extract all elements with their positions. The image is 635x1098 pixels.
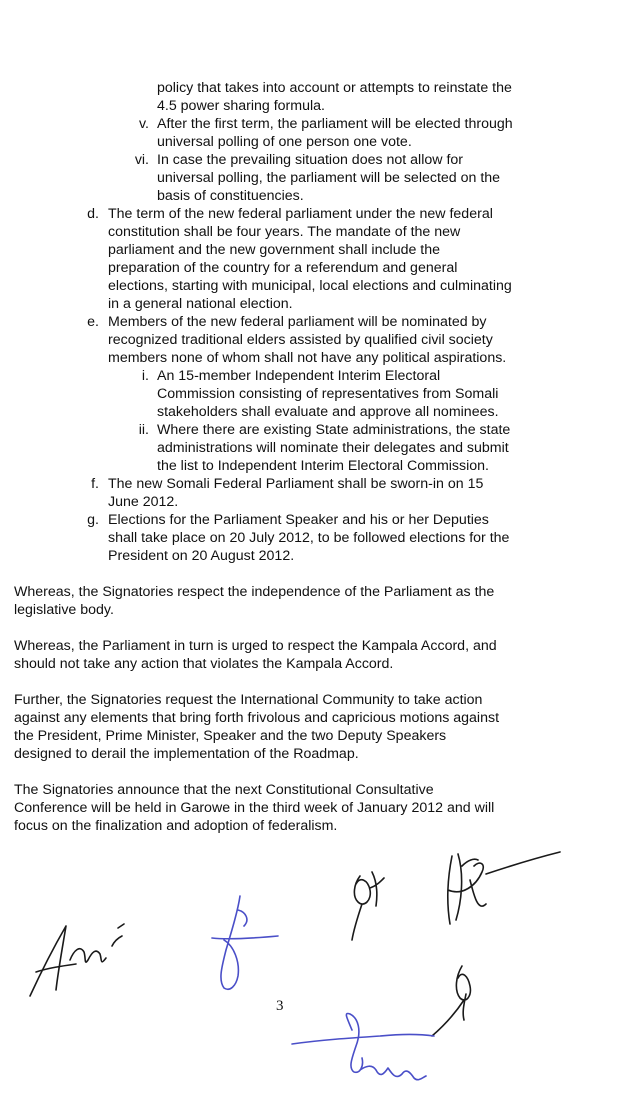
list-marker-vi: vi. xyxy=(134,152,149,168)
paragraph-3-line-2: against any elements that bring forth frivolous and capricious motions against xyxy=(14,710,500,726)
list-marker-e-i: i. xyxy=(141,368,149,384)
item-d-line-4: preparation of the country for a referendum and general xyxy=(108,260,458,276)
item-e-i-line-3: stakeholders shall evaluate and approve all nominees. xyxy=(157,404,499,420)
signature-6 xyxy=(292,1014,434,1080)
item-d-line-3: parliament and the new government shall include the xyxy=(108,242,441,258)
item-e-i-line-1: An 15-member Independent Interim Electoral xyxy=(157,368,441,384)
continued-line-1: policy that takes into account or attempts to reinstate the xyxy=(157,80,512,96)
signature-3 xyxy=(352,872,384,940)
list-marker-v: v. xyxy=(139,116,149,132)
signature-1 xyxy=(30,924,124,996)
item-g-line-2: shall take place on 20 July 2012, to be followed elections for the xyxy=(108,530,510,546)
item-f-line-2: June 2012. xyxy=(108,494,179,510)
paragraph-1-line-2: legislative body. xyxy=(14,602,114,618)
item-f-line-1: The new Somali Federal Parliament shall be sworn-in on 15 xyxy=(108,476,484,492)
item-e-line-2: recognized traditional elders assisted by qualified civil society xyxy=(108,332,493,348)
item-vi-line-2: universal polling, the parliament will be selected on the xyxy=(157,170,501,186)
item-e-line-1: Members of the new federal parliament will be nominated by xyxy=(108,314,487,330)
list-marker-d: d. xyxy=(87,206,99,222)
item-v-line-1: After the first term, the parliament will be elected through xyxy=(157,116,513,132)
list-marker-e: e. xyxy=(87,314,99,330)
item-e-ii-line-2: administrations will nominate their delegates and submit xyxy=(157,440,509,456)
list-marker-f: f. xyxy=(91,476,99,492)
paragraph-4-line-1: The Signatories announce that the next Constitutional Consultative xyxy=(14,782,434,798)
item-d-line-2: constitution shall be four years. The mandate of the new xyxy=(108,224,461,240)
item-e-ii-line-3: the list to Independent Interim Electoral Commission. xyxy=(157,458,489,474)
paragraph-2-line-2: should not take any action that violates the Kampala Accord. xyxy=(14,656,394,672)
page-number: 3 xyxy=(276,998,284,1014)
item-v-line-2: universal polling of one person one vote. xyxy=(157,134,412,150)
item-vi-line-1: In case the prevailing situation does not allow for xyxy=(157,152,464,168)
signature-5 xyxy=(432,966,470,1036)
paragraph-4-line-3: focus on the finalization and adoption of federalism. xyxy=(14,818,338,834)
list-marker-e-ii: ii. xyxy=(138,422,149,438)
paragraph-2-line-1: Whereas, the Parliament in turn is urged to respect the Kampala Accord, and xyxy=(14,638,497,654)
item-e-i-line-2: Commission consisting of representatives from Somali xyxy=(157,386,499,402)
item-d-line-5: elections, starting with municipal, local elections and culminating xyxy=(108,278,512,294)
paragraph-1-line-1: Whereas, the Signatories respect the independence of the Parliament as the xyxy=(14,584,495,600)
list-marker-g: g. xyxy=(87,512,99,528)
paragraph-4-line-2: Conference will be held in Garowe in the third week of January 2012 and will xyxy=(14,800,495,816)
item-vi-line-3: basis of constituencies. xyxy=(157,188,304,204)
signature-4 xyxy=(448,852,560,924)
item-d-line-6: in a general national election. xyxy=(108,296,293,312)
item-g-line-3: President on 20 August 2012. xyxy=(108,548,295,564)
paragraph-3-line-3: the President, Prime Minister, Speaker and the two Deputy Speakers xyxy=(14,728,447,744)
paragraph-3-line-1: Further, the Signatories request the International Community to take action xyxy=(14,692,483,708)
item-e-ii-line-1: Where there are existing State administrations, the state xyxy=(157,422,511,438)
item-d-line-1: The term of the new federal parliament under the new federal xyxy=(108,206,493,222)
item-g-line-1: Elections for the Parliament Speaker and his or her Deputies xyxy=(108,512,489,528)
continued-line-2: 4.5 power sharing formula. xyxy=(157,98,325,114)
item-e-line-3: members none of whom shall not have any political aspirations. xyxy=(108,350,507,366)
paragraph-3-line-4: designed to derail the implementation of the Roadmap. xyxy=(14,746,359,762)
signature-2 xyxy=(212,896,278,989)
